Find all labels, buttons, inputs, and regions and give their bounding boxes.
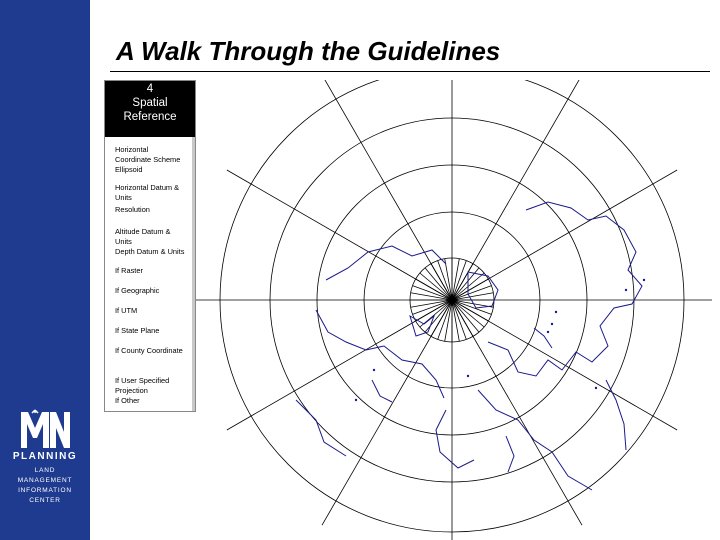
list-item[interactable] <box>115 227 199 257</box>
list-item[interactable] <box>115 183 199 203</box>
island-mark <box>595 387 597 389</box>
logo-subtitle <box>0 466 90 506</box>
logo-subtitle-line: MANAGEMENT <box>17 477 73 484</box>
mn-logo-icon <box>19 408 71 450</box>
coastline-path <box>410 316 434 336</box>
island-mark <box>467 375 469 377</box>
logo-subtitle-line: LAND <box>34 467 56 474</box>
title-underline <box>110 71 710 72</box>
slide-title: A Walk Through the Guidelines <box>116 36 501 66</box>
section-number: 4 <box>146 83 154 95</box>
island-mark <box>625 289 627 291</box>
coastline-path <box>468 272 498 308</box>
list-item-line: If Geographic <box>115 286 160 295</box>
list-item-line: If Other <box>115 396 140 405</box>
island-mark <box>547 331 549 333</box>
list-item[interactable] <box>115 266 199 276</box>
island-mark <box>355 399 357 401</box>
list-item[interactable] <box>115 326 199 336</box>
coastline-path <box>296 400 346 456</box>
list-item-line: Resolution <box>115 205 150 214</box>
list-item-line: Horizontal <box>115 145 149 154</box>
guidelines-panel <box>104 80 196 412</box>
panel-header[interactable] <box>105 81 195 137</box>
section-title-line: Reference <box>123 111 177 123</box>
list-item-line: If State Plane <box>115 326 160 335</box>
list-item-line: Units <box>115 237 132 246</box>
list-item[interactable] <box>115 346 199 356</box>
list-item[interactable] <box>115 145 199 175</box>
list-item-line: Coordinate Scheme <box>115 155 181 164</box>
logo-subtitle-line: CENTER <box>29 497 61 504</box>
panel-item-list <box>105 137 195 411</box>
coastline-path <box>326 246 446 280</box>
list-item-line: Units <box>115 193 132 202</box>
logo-subtitle-line: INFORMATION <box>18 487 72 494</box>
island-mark <box>643 279 645 281</box>
list-item[interactable] <box>115 376 199 406</box>
list-item-line: Altitude Datum & <box>115 227 171 236</box>
island-mark <box>373 369 375 371</box>
coastline-path <box>506 436 514 472</box>
list-item-line: Depth Datum & Units <box>115 247 185 256</box>
map-coastlines <box>296 202 645 490</box>
list-item[interactable] <box>115 286 199 296</box>
list-item-line: If County Coordinate <box>115 346 183 355</box>
map-graticule <box>196 80 712 540</box>
coastline-path <box>436 410 474 468</box>
coastline-path <box>534 328 552 348</box>
coastline-path <box>372 380 392 402</box>
list-item-line: Horizontal Datum & <box>115 183 180 192</box>
list-item-line: If Raster <box>115 266 143 275</box>
island-mark <box>551 323 553 325</box>
left-brand-bar <box>0 0 90 540</box>
polar-projection-map <box>196 80 720 540</box>
logo-wordmark: PLANNING <box>12 451 78 462</box>
list-item[interactable] <box>115 205 199 215</box>
island-mark <box>555 311 557 313</box>
coastline-path <box>478 390 592 490</box>
list-item-line: Ellipsoid <box>115 165 143 174</box>
mn-planning-logo <box>0 408 90 506</box>
list-item-line: If User Specified <box>115 376 170 385</box>
list-item[interactable] <box>115 306 199 316</box>
list-item-line: Projection <box>115 386 148 395</box>
section-title-line: Spatial <box>132 97 168 109</box>
list-item-line: If UTM <box>115 306 138 315</box>
